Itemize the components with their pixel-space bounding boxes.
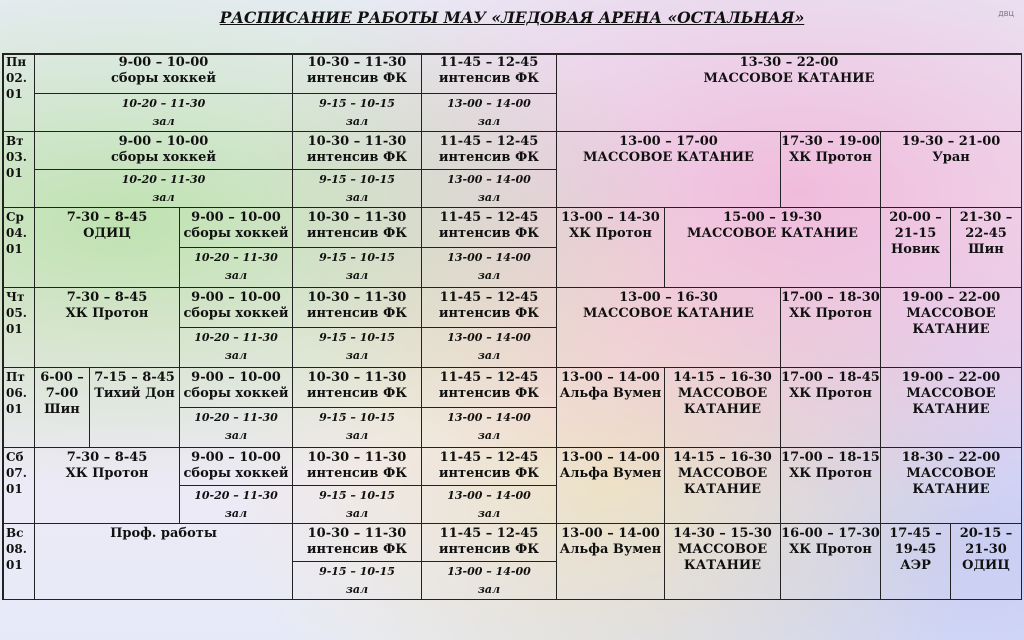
cell-line: зал xyxy=(345,115,369,128)
cell-line: зал xyxy=(345,429,369,442)
cell-line: интенсив ФК xyxy=(438,226,540,241)
cell-line: КАТАНИЕ xyxy=(683,558,762,573)
cell-line: 21-30 xyxy=(965,542,1007,557)
cell-line: 7-15 – 8-45 xyxy=(94,370,175,385)
cell-line: 7-00 xyxy=(45,386,79,401)
day-cell xyxy=(2,368,35,448)
cell-line: интенсив ФК xyxy=(306,226,408,241)
gym-cell xyxy=(180,248,293,288)
cell-line: Шин xyxy=(968,242,1004,257)
cell-line: 07. xyxy=(6,466,27,480)
cell-line: 10-30 – 11-30 xyxy=(307,526,407,541)
cell-line: 10-30 – 11-30 xyxy=(307,210,407,225)
cell-line: 10-20 – 11-30 xyxy=(121,97,206,110)
cell-line: 01 xyxy=(6,166,23,180)
session-cell xyxy=(557,448,665,524)
cell-line: МАССОВОЕ xyxy=(906,306,996,321)
session-cell xyxy=(557,288,781,368)
cell-line: 10-20 – 11-30 xyxy=(194,411,278,424)
cell-line: зал xyxy=(477,349,501,362)
session-cell xyxy=(180,448,293,486)
cell-line: 14-15 – 16-30 xyxy=(673,370,772,385)
cell-line: Альфа Вумен xyxy=(559,542,662,557)
gym-cell xyxy=(180,408,293,448)
session-cell xyxy=(951,524,1022,600)
cell-line: зал xyxy=(224,507,248,520)
cell-line: 9-15 – 10-15 xyxy=(319,489,395,502)
session-cell xyxy=(293,448,422,486)
session-cell xyxy=(781,524,881,600)
cell-line: ХК Протон xyxy=(65,466,149,481)
session-cell xyxy=(180,368,293,408)
gym-cell xyxy=(180,328,293,368)
session-cell xyxy=(781,288,881,368)
cell-line: зал xyxy=(224,269,248,282)
cell-line: КАТАНИЕ xyxy=(683,482,762,497)
cell-line: Пт xyxy=(6,370,25,384)
cell-line: Вт xyxy=(6,134,24,148)
cell-line: 9-15 – 10-15 xyxy=(319,97,395,110)
cell-line: 10-20 – 11-30 xyxy=(194,251,278,264)
session-cell xyxy=(35,368,90,448)
day-cell xyxy=(2,53,35,132)
cell-line: зал xyxy=(224,429,248,442)
cell-line: интенсив ФК xyxy=(438,542,540,557)
cell-line: 21-30 – xyxy=(959,210,1013,225)
cell-line: 21-15 xyxy=(894,226,937,241)
cell-line: зал xyxy=(152,115,175,128)
session-cell xyxy=(781,132,881,208)
session-cell xyxy=(293,53,422,94)
session-cell xyxy=(293,132,422,170)
session-cell xyxy=(665,208,881,288)
gym-cell xyxy=(422,328,557,368)
cell-line: 10-30 – 11-30 xyxy=(307,370,407,385)
cell-line: зал xyxy=(345,507,369,520)
session-cell xyxy=(422,53,557,94)
session-cell xyxy=(665,524,781,600)
session-cell xyxy=(881,288,1022,368)
cell-line: Тихий Дон xyxy=(94,386,175,401)
session-cell xyxy=(665,368,781,448)
cell-line: 9-00 – 10-00 xyxy=(191,290,281,305)
cell-line: 7-30 – 8-45 xyxy=(66,290,148,305)
cell-line: 13-00 – 14-00 xyxy=(561,450,660,465)
gym-cell xyxy=(422,170,557,208)
cell-line: Уран xyxy=(932,150,970,165)
cell-line: 13-00 – 14-00 xyxy=(561,370,660,385)
cell-line: интенсив ФК xyxy=(306,542,408,557)
watermark: ДВЦ xyxy=(998,10,1014,18)
cell-line: 14-15 – 16-30 xyxy=(673,450,772,465)
cell-line: 13-00 – 14-00 xyxy=(447,565,531,578)
cell-line: 10-20 – 11-30 xyxy=(121,173,206,186)
cell-line: зал xyxy=(477,429,501,442)
cell-line: КАТАНИЕ xyxy=(912,402,990,417)
cell-line: 10-30 – 11-30 xyxy=(307,134,407,149)
session-cell xyxy=(35,288,180,368)
cell-line: интенсив ФК xyxy=(306,306,408,321)
cell-line: МАССОВОЕ xyxy=(906,386,996,401)
session-cell xyxy=(557,53,1022,132)
cell-line: интенсив ФК xyxy=(438,71,540,86)
cell-line: МАССОВОЕ xyxy=(677,542,768,557)
cell-line: Шин xyxy=(44,402,80,417)
cell-line: интенсив ФК xyxy=(438,466,540,481)
cell-line: интенсив ФК xyxy=(438,150,540,165)
cell-line: 19-45 xyxy=(894,542,937,557)
cell-line: 10-30 – 11-30 xyxy=(307,290,407,305)
gym-cell xyxy=(293,562,422,600)
day-cell xyxy=(2,132,35,208)
cell-line: МАССОВОЕ КАТАНИЕ xyxy=(703,71,875,86)
cell-line: 17-30 – 19-00 xyxy=(781,134,880,149)
cell-line: 01 xyxy=(6,242,23,256)
cell-line: КАТАНИЕ xyxy=(912,322,990,337)
cell-line: интенсив ФК xyxy=(438,306,540,321)
cell-line: 01 xyxy=(6,322,23,336)
cell-line: 13-00 – 14-00 xyxy=(447,489,531,502)
cell-line: Вс xyxy=(6,526,24,540)
cell-line: ХК Протон xyxy=(789,150,872,165)
cell-line: 13-00 – 14-00 xyxy=(561,526,660,541)
cell-line: зал xyxy=(477,583,501,596)
session-cell xyxy=(35,208,180,288)
cell-line: 17-00 – 18-15 xyxy=(781,450,880,465)
cell-line: зал xyxy=(345,583,369,596)
session-cell xyxy=(180,208,293,248)
cell-line: 08. xyxy=(6,542,27,556)
cell-line: 01 xyxy=(6,482,23,496)
session-cell xyxy=(35,132,293,170)
session-cell xyxy=(35,524,293,600)
cell-line: зал xyxy=(152,191,175,204)
gym-cell xyxy=(422,486,557,524)
cell-line: ОДИЦ xyxy=(962,558,1010,573)
cell-line: Новик xyxy=(890,242,941,257)
cell-line: 10-30 – 11-30 xyxy=(307,55,407,70)
gym-cell xyxy=(293,328,422,368)
session-cell xyxy=(422,448,557,486)
session-cell xyxy=(881,524,951,600)
cell-line: 01 xyxy=(6,558,23,572)
cell-line: 9-00 – 10-00 xyxy=(191,450,281,465)
cell-line: 6-00 – xyxy=(40,370,84,385)
cell-line: 9-00 – 10-00 xyxy=(191,210,281,225)
cell-line: сборы хоккей xyxy=(183,386,289,401)
cell-line: ХК Протон xyxy=(789,466,872,481)
cell-line: 13-30 – 22-00 xyxy=(739,55,839,70)
cell-line: Альфа Вумен xyxy=(559,466,662,481)
cell-line: 20-00 – xyxy=(889,210,942,225)
cell-line: КАТАНИЕ xyxy=(683,402,762,417)
cell-line: 13-00 – 14-00 xyxy=(447,97,531,110)
cell-line: интенсив ФК xyxy=(306,71,408,86)
page-title: РАСПИСАНИЕ РАБОТЫ МАУ «ЛЕДОВАЯ АРЕНА «ОСТАЛЬНАЯ» xyxy=(219,8,805,27)
cell-line: зал xyxy=(477,507,501,520)
cell-line: 9-15 – 10-15 xyxy=(319,251,395,264)
cell-line: 19-00 – 22-00 xyxy=(901,290,1001,305)
gym-cell xyxy=(35,94,293,132)
cell-line: 11-45 – 12-45 xyxy=(439,134,539,149)
session-cell xyxy=(881,448,1022,524)
cell-line: КАТАНИЕ xyxy=(912,482,990,497)
session-cell xyxy=(35,448,180,524)
cell-line: 19-00 – 22-00 xyxy=(901,370,1001,385)
day-cell xyxy=(2,524,35,600)
session-cell xyxy=(293,524,422,562)
cell-line: 9-00 – 10-00 xyxy=(191,370,281,385)
session-cell xyxy=(951,208,1022,288)
cell-line: сборы хоккей xyxy=(183,466,289,481)
cell-line: 9-00 – 10-00 xyxy=(118,55,209,70)
cell-line: сборы хоккей xyxy=(183,226,289,241)
session-cell xyxy=(665,448,781,524)
cell-line: 05. xyxy=(6,306,27,320)
session-cell xyxy=(180,288,293,328)
session-cell xyxy=(557,368,665,448)
cell-line: зал xyxy=(477,191,501,204)
cell-line: 10-30 – 11-30 xyxy=(307,450,407,465)
cell-line: зал xyxy=(224,349,248,362)
cell-line: ХК Протон xyxy=(65,306,149,321)
cell-line: 7-30 – 8-45 xyxy=(66,210,148,225)
cell-line: интенсив ФК xyxy=(306,386,408,401)
cell-line: зал xyxy=(345,191,369,204)
gym-cell xyxy=(422,562,557,600)
cell-line: зал xyxy=(345,349,369,362)
session-cell xyxy=(90,368,180,448)
cell-line: ХК Протон xyxy=(569,226,652,241)
cell-line: Альфа Вумен xyxy=(559,386,662,401)
cell-line: 13-00 – 14-00 xyxy=(447,173,531,186)
gym-cell xyxy=(422,248,557,288)
session-cell xyxy=(422,132,557,170)
cell-line: 20-15 – xyxy=(959,526,1013,541)
day-cell xyxy=(2,448,35,524)
cell-line: МАССОВОЕ xyxy=(677,386,768,401)
session-cell xyxy=(557,524,665,600)
cell-line: МАССОВОЕ КАТАНИЕ xyxy=(687,226,858,241)
cell-line: 19-30 – 21-00 xyxy=(901,134,1001,149)
cell-line: сборы хоккей xyxy=(183,306,289,321)
session-cell xyxy=(422,208,557,248)
cell-line: Проф. работы xyxy=(110,526,217,541)
cell-line: 17-00 – 18-45 xyxy=(781,370,880,385)
session-cell xyxy=(557,208,665,288)
day-cell xyxy=(2,288,35,368)
cell-line: 13-00 – 14-00 xyxy=(447,331,531,344)
session-cell xyxy=(422,524,557,562)
gym-cell xyxy=(422,94,557,132)
gym-cell xyxy=(293,408,422,448)
cell-line: 13-00 – 14-30 xyxy=(561,210,660,225)
cell-line: ОДИЦ xyxy=(83,226,131,241)
gym-cell xyxy=(293,170,422,208)
gym-cell xyxy=(293,486,422,524)
gym-cell xyxy=(180,486,293,524)
cell-line: 17-45 – xyxy=(889,526,942,541)
session-cell xyxy=(293,368,422,408)
gym-cell xyxy=(293,94,422,132)
cell-line: 16-00 – 17-30 xyxy=(781,526,880,541)
cell-line: ХК Протон xyxy=(789,306,872,321)
cell-line: 11-45 – 12-45 xyxy=(439,370,539,385)
session-cell xyxy=(881,208,951,288)
cell-line: 02. xyxy=(6,71,27,85)
cell-line: 06. xyxy=(6,386,27,400)
cell-line: 17-00 – 18-30 xyxy=(781,290,880,305)
session-cell xyxy=(781,368,881,448)
cell-line: интенсив ФК xyxy=(306,466,408,481)
cell-line: 9-15 – 10-15 xyxy=(319,565,395,578)
cell-line: АЭР xyxy=(900,558,931,573)
cell-line: сборы хоккей xyxy=(110,71,216,86)
cell-line: 13-00 – 14-00 xyxy=(447,251,531,264)
cell-line: 11-45 – 12-45 xyxy=(439,450,539,465)
cell-line: 22-45 xyxy=(965,226,1007,241)
cell-line: 15-00 – 19-30 xyxy=(723,210,822,225)
session-cell xyxy=(781,448,881,524)
cell-line: МАССОВОЕ КАТАНИЕ xyxy=(583,150,754,165)
cell-line: зал xyxy=(345,269,369,282)
cell-line: интенсив ФК xyxy=(306,150,408,165)
cell-line: 11-45 – 12-45 xyxy=(439,210,539,225)
session-cell xyxy=(422,368,557,408)
cell-line: 04. xyxy=(6,226,27,240)
cell-line: 13-00 – 16-30 xyxy=(619,290,718,305)
cell-line: 01 xyxy=(6,402,23,416)
cell-line: ХК Протон xyxy=(789,542,872,557)
cell-line: Пн xyxy=(6,55,27,69)
day-cell xyxy=(2,208,35,288)
cell-line: 01 xyxy=(6,87,23,101)
session-cell xyxy=(35,53,293,94)
cell-line: 10-20 – 11-30 xyxy=(194,331,278,344)
cell-line: 18-30 – 22-00 xyxy=(901,450,1001,465)
session-cell xyxy=(293,288,422,328)
cell-line: 7-30 – 8-45 xyxy=(66,450,148,465)
cell-line: МАССОВОЕ xyxy=(677,466,768,481)
cell-line: 11-45 – 12-45 xyxy=(439,526,539,541)
cell-line: 9-00 – 10-00 xyxy=(118,134,209,149)
gym-cell xyxy=(422,408,557,448)
session-cell xyxy=(422,288,557,328)
cell-line: Чт xyxy=(6,290,25,304)
cell-line: МАССОВОЕ xyxy=(906,466,996,481)
cell-line: интенсив ФК xyxy=(438,386,540,401)
session-cell xyxy=(881,132,1022,208)
gym-cell xyxy=(293,248,422,288)
cell-line: зал xyxy=(477,115,501,128)
cell-line: 9-15 – 10-15 xyxy=(319,173,395,186)
gym-cell xyxy=(35,170,293,208)
session-cell xyxy=(293,208,422,248)
cell-line: 11-45 – 12-45 xyxy=(439,290,539,305)
cell-line: 03. xyxy=(6,150,27,164)
cell-line: 14-30 – 15-30 xyxy=(673,526,772,541)
cell-line: Ср xyxy=(6,210,24,224)
cell-line: Сб xyxy=(6,450,24,464)
cell-line: ХК Протон xyxy=(789,386,872,401)
cell-line: МАССОВОЕ КАТАНИЕ xyxy=(583,306,754,321)
session-cell xyxy=(881,368,1022,448)
cell-line: 11-45 – 12-45 xyxy=(439,55,539,70)
cell-line: 10-20 – 11-30 xyxy=(194,489,278,502)
cell-line: зал xyxy=(477,269,501,282)
session-cell xyxy=(557,132,781,208)
cell-line: 13-00 – 17-00 xyxy=(619,134,718,149)
cell-line: 13-00 – 14-00 xyxy=(447,411,531,424)
cell-line: сборы хоккей xyxy=(110,150,216,165)
cell-line: 9-15 – 10-15 xyxy=(319,411,395,424)
cell-line: 9-15 – 10-15 xyxy=(319,331,395,344)
